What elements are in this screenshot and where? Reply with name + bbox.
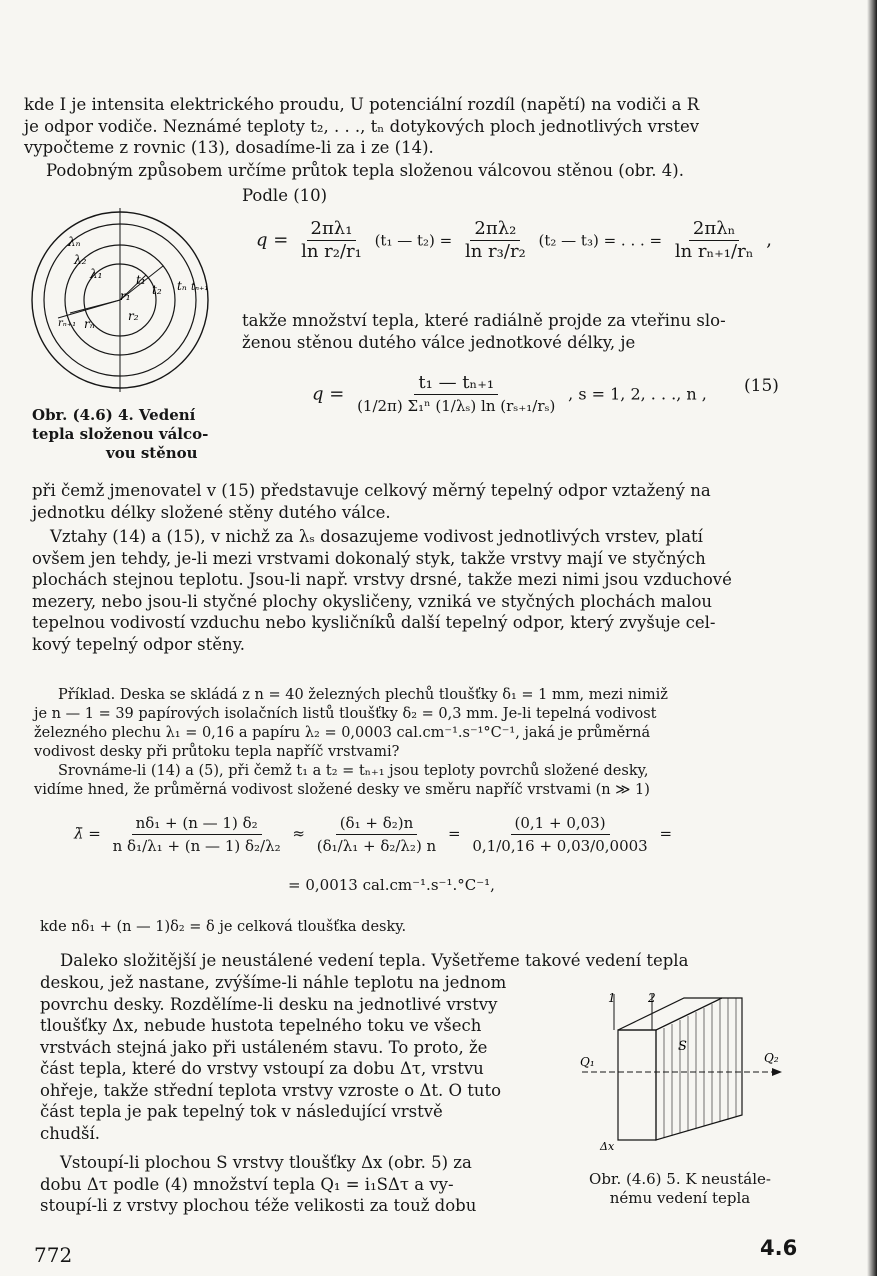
text-line: Vztahy (14) a (15), v nichž za λₛ dosazujeme vodivost jednotlivých vrstev, platí <box>50 527 703 546</box>
label-s: S <box>678 1039 687 1054</box>
text-line: chudší. <box>40 1123 101 1143</box>
text-line: povrchu desky. Rozdělíme-li desku na jednotlivé vrstvy <box>40 994 498 1014</box>
text-line: ohřeje, takže střední teplota vrstvy vzroste o Δt. O tuto <box>40 1080 502 1100</box>
label-q2: Q₂ <box>764 1051 779 1065</box>
fraction <box>109 812 285 857</box>
figure1-caption <box>32 406 232 463</box>
eq-lhs: q = <box>312 383 345 405</box>
paragraph-vstoupi <box>40 1152 550 1217</box>
example-block <box>34 686 782 800</box>
numerator: (δ₁ + δ₂)n <box>336 812 418 835</box>
text-line: část tepla, které do vrstvy vstoupí za dobu Δτ, vrstvu <box>40 1059 484 1078</box>
equation-10 <box>256 218 772 263</box>
label-2: 2 <box>648 991 656 1005</box>
paragraph-daleko <box>40 950 788 972</box>
text-line: tloušťky Δx, nebude hustota tepelného toku ve všech <box>40 1016 482 1035</box>
denominator: n δ₁/λ₁ + (n — 1) δ₂/λ₂ <box>112 837 281 855</box>
text-line: plochách stejnou teplotu. Jsou-li např. vrstvy drsné, takže mezi nimi jsou vzduchové <box>32 570 732 589</box>
eq-approx: ≈ <box>292 824 305 843</box>
text-line: vypočteme z rovnic (13), dosadíme-li za i ze (14). <box>24 138 434 157</box>
numerator: 2πλₙ <box>689 218 739 241</box>
section-number: 4.6 <box>760 1236 798 1260</box>
top-paragraph <box>24 94 784 159</box>
slab-front-face <box>618 1030 656 1140</box>
caption-line: Obr. (4.6) 5. K neustále- <box>589 1170 771 1188</box>
equation-15 <box>312 372 707 417</box>
text-line: Srovnáme-li (14) a (5), při čemž t₁ a t₂ = tₙ₊₁ jsou teploty povrchů složené desky, <box>58 763 649 779</box>
slab-layer-figure <box>572 990 792 1160</box>
text-line: železného plechu λ₁ = 0,16 a papíru λ₂ = 0,0003 cal.cm⁻¹.s⁻¹°C⁻¹, jaká je průměrná <box>34 725 651 741</box>
caption-line: tepla složenou válco- <box>32 425 209 443</box>
label-tn: tₙ <box>177 279 187 293</box>
eq-sign: = <box>448 824 461 843</box>
label-tn1: tₙ₊₁ <box>191 282 209 293</box>
text-line: mezery, nebo jsou-li styčné plochy okysličeny, vzniká ve styčných plochách malou <box>32 591 713 611</box>
page-binding-shadow <box>867 0 877 1276</box>
paragraph-daleko-cont <box>40 972 550 1144</box>
text-line: Daleko složitější je neustálené vedení tepla. Vyšetřeme takové vedení tepla <box>60 951 689 970</box>
example-result: = 0,0013 cal.cm⁻¹.s⁻¹.°C⁻¹, <box>288 876 495 894</box>
eq-comma: , <box>766 229 772 251</box>
denominator: (δ₁/λ₁ + δ₂/λ₂) n <box>316 837 437 855</box>
equation-number: (15) <box>744 376 779 396</box>
text-line: ženou stěnou dutého válce jednotkové délky, je <box>242 332 636 352</box>
eq-lhs: q = <box>256 229 289 251</box>
slab-top-face <box>618 998 722 1030</box>
label-t2: t₂ <box>152 283 162 297</box>
label-rn: rₙ <box>84 317 95 331</box>
caption-line: Obr. (4.6) 4. Vedení <box>32 406 196 424</box>
denominator: ln rₙ₊₁/rₙ <box>674 241 754 262</box>
text-line: jednotku délky složené stěny dutého válce. <box>32 502 391 522</box>
label-rn1: rₙ₊₁ <box>58 318 77 329</box>
text-line: tepelnou vodivostí vzduchu nebo kysličníků další tepelný odpor, který zvyšuje cel- <box>32 613 716 632</box>
example-kde: kde nδ₁ + (n — 1)δ₂ = δ je celková tloušťka desky. <box>40 919 407 935</box>
text-line: kde I je intensita elektrického proudu, U potenciální rozdíl (napětí) na vodiči a R <box>24 95 700 114</box>
takze-paragraph <box>242 310 772 353</box>
denominator: ln r₂/r₁ <box>301 241 362 262</box>
label-lambda-1: λ₁ <box>90 267 103 281</box>
eq-sign: = <box>659 824 673 843</box>
numerator: (0,1 + 0,03) <box>511 812 610 835</box>
example-equation <box>74 812 672 857</box>
text-line: kový tepelný odpor stěny. <box>32 634 246 654</box>
fraction <box>461 218 530 263</box>
cylinder-wall-figure <box>28 208 228 408</box>
text-line: je odpor vodiče. Neznámé teploty t₂, . . ., tₙ dotykových ploch jednotlivých vrstev <box>24 116 700 136</box>
fraction <box>353 372 559 417</box>
label-r1: r₁ <box>120 289 131 303</box>
eq-lhs: λ̄ = <box>74 824 101 843</box>
text-line: deskou, jež nastane, zvýšíme-li náhle teplotu na jednom <box>40 973 507 992</box>
text-line: Vstoupí-li plochou S vrstvy tloušťky Δx (obr. 5) za <box>60 1153 472 1172</box>
fraction <box>671 218 758 263</box>
label-r2: r₂ <box>128 309 139 323</box>
text-line: část tepla je pak tepelný tok v následující vrstvě <box>40 1102 443 1121</box>
text-line: při čemž jmenovatel v (15) představuje celkový měrný tepelný odpor vztažený na <box>32 481 711 500</box>
arrow-head-icon <box>772 1068 782 1076</box>
text-line: vrstvách stejná jako při ustáleném stavu. To proto, že <box>40 1037 488 1057</box>
numerator: 2πλ₁ <box>307 218 357 241</box>
caption-line: vou stěnou <box>106 444 198 462</box>
radius-n1 <box>58 300 120 318</box>
numerator: t₁ — tₙ₊₁ <box>414 372 498 395</box>
numerator: nδ₁ + (n — 1) δ₂ <box>132 812 262 835</box>
denominator: ln r₃/r₂ <box>464 241 526 262</box>
label-q1: Q₁ <box>580 1055 595 1069</box>
page-number: 772 <box>34 1243 73 1267</box>
fraction <box>313 812 440 857</box>
caption-line: nému vedení tepla <box>609 1189 751 1207</box>
fraction <box>468 812 651 857</box>
fraction <box>297 218 366 263</box>
similar-line: Podobným způsobem určíme průtok tepla složenou válcovou stěnou (obr. 4). <box>46 161 684 180</box>
text-line: ovšem jen tehdy, je-li mezi vrstvami dokonalý styk, takže vrstvy mají ve styčných <box>32 548 706 568</box>
paragraph-jmenovatel <box>32 480 780 523</box>
eq-range: , s = 1, 2, . . ., n , <box>568 384 707 404</box>
label-1: 1 <box>608 991 616 1005</box>
denominator: (1/2π) Σ₁ⁿ (1/λₛ) ln (rₛ₊₁/rₛ) <box>357 397 556 415</box>
label-lambda-2: λ₂ <box>74 253 87 267</box>
text-line: dobu Δτ podle (4) množství tepla Q₁ = i₁SΔτ a vy- <box>40 1174 454 1194</box>
text-line: stoupí-li z vrstvy plochou téže velikosti za touž dobu <box>40 1196 477 1215</box>
eq-term: (t₁ — t₂) = <box>374 231 453 250</box>
text-line: vodivost desky při průtoku tepla napříč vrstvami? <box>34 744 400 760</box>
text-line: takže množství tepla, které radiálně projde za vteřinu slo- <box>242 311 726 330</box>
label-t1: t₁ <box>136 273 146 287</box>
text-line: je n — 1 = 39 papírových isolačních listů tloušťky δ₂ = 0,3 mm. Je-li tepelná vodivost <box>34 706 657 722</box>
label-lambda-n: λₙ <box>68 235 81 249</box>
text-line: Příklad. Deska se skládá z n = 40 železných plechů tloušťky δ₁ = 1 mm, mezi nimiž <box>58 687 668 703</box>
numerator: 2πλ₂ <box>470 218 520 241</box>
denominator: 0,1/0,16 + 0,03/0,0003 <box>472 837 648 855</box>
slab-side-face <box>656 998 742 1140</box>
figure2-caption <box>570 1170 790 1208</box>
hatching <box>664 998 736 1138</box>
label-dx: Δx <box>600 1140 615 1153</box>
text-line: vidíme hned, že průměrná vodivost složené desky ve směru napříč vrstvami (n ≫ 1) <box>34 782 650 798</box>
podle-label: Podle (10) <box>242 186 328 205</box>
eq-term: (t₂ — t₃) = . . . = <box>538 231 663 250</box>
paragraph-vztahy <box>32 526 780 655</box>
